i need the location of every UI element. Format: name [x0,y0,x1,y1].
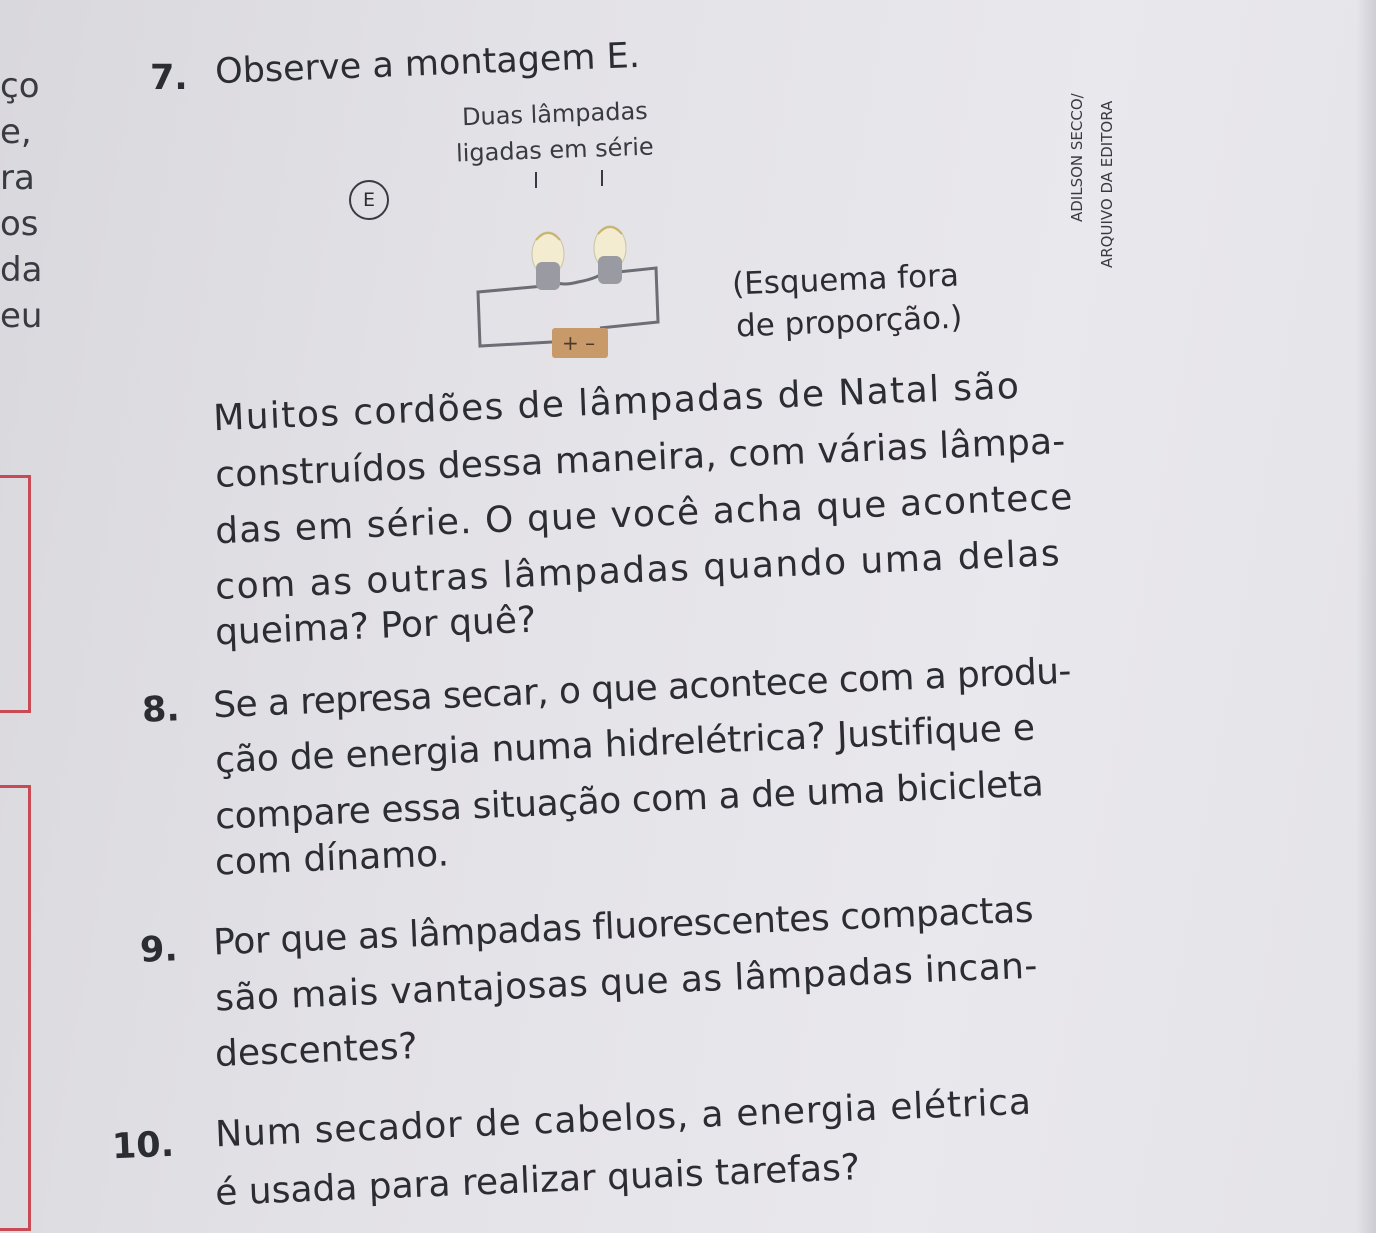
question-text-line: construídos dessa maneira, com várias lâmpa- [214,420,1067,497]
image-credit: ARQUIVO DA EDITORA [1098,100,1116,268]
question-number: 8. [141,689,181,731]
margin-fragment: ço [0,66,40,106]
question-text-line: são mais vantajosas que as lâmpadas incan- [214,945,1039,1020]
question-text-line: Se a represa secar, o que acontece com a produ- [212,650,1072,727]
margin-fragment: e, [0,112,32,152]
scale-note: (Esquema fora [731,257,960,303]
question-text-line: é usada para realizar quais tarefas? [214,1147,861,1214]
question-number: 9. [139,929,179,971]
margin-fragment: ra [0,158,35,198]
margin-answer-box [0,785,31,1231]
figure-label: ligadas em série [455,132,655,168]
question-text-line: ção de energia numa hidrelétrica? Justifique e [214,707,1036,782]
battery-label: + – [562,331,596,355]
question-title: Observe a montagem E. [214,35,641,93]
question-text-line: com as outras lâmpadas quando uma delas [214,533,1062,608]
margin-answer-box [0,475,31,713]
question-text-line: queima? Por quê? [214,599,537,654]
bulb-2 [594,226,626,284]
figure-badge: E [349,180,389,220]
question-text-line: Muitos cordões de lâmpadas de Natal são [212,365,1022,440]
question-text-line: Por que as lâmpadas fluorescentes compactas [212,889,1034,964]
question-text-line: com dínamo. [214,833,450,884]
question-text-line: das em série. O que você acha que acontece [214,476,1075,553]
margin-fragment: eu [0,296,43,336]
question-number: 7. [150,58,188,98]
margin-fragment: os [0,204,39,244]
circuit-wire [478,286,552,346]
page-edge-shadow [1356,0,1376,1233]
question-text-line: compare essa situação com a de uma bicicleta [214,763,1044,838]
question-text-line: Num secador de cabelos, a energia elétrica [214,1081,1033,1156]
bulb-1 [532,232,564,290]
margin-fragment: da [0,250,43,290]
scale-note: de proporção.) [735,299,964,345]
question-text-line: descentes? [214,1025,419,1076]
image-credit: ADILSON SECCO/ [1068,93,1086,222]
question-number: 10. [111,1124,175,1168]
figure-label: Duas lâmpadas [461,96,649,132]
